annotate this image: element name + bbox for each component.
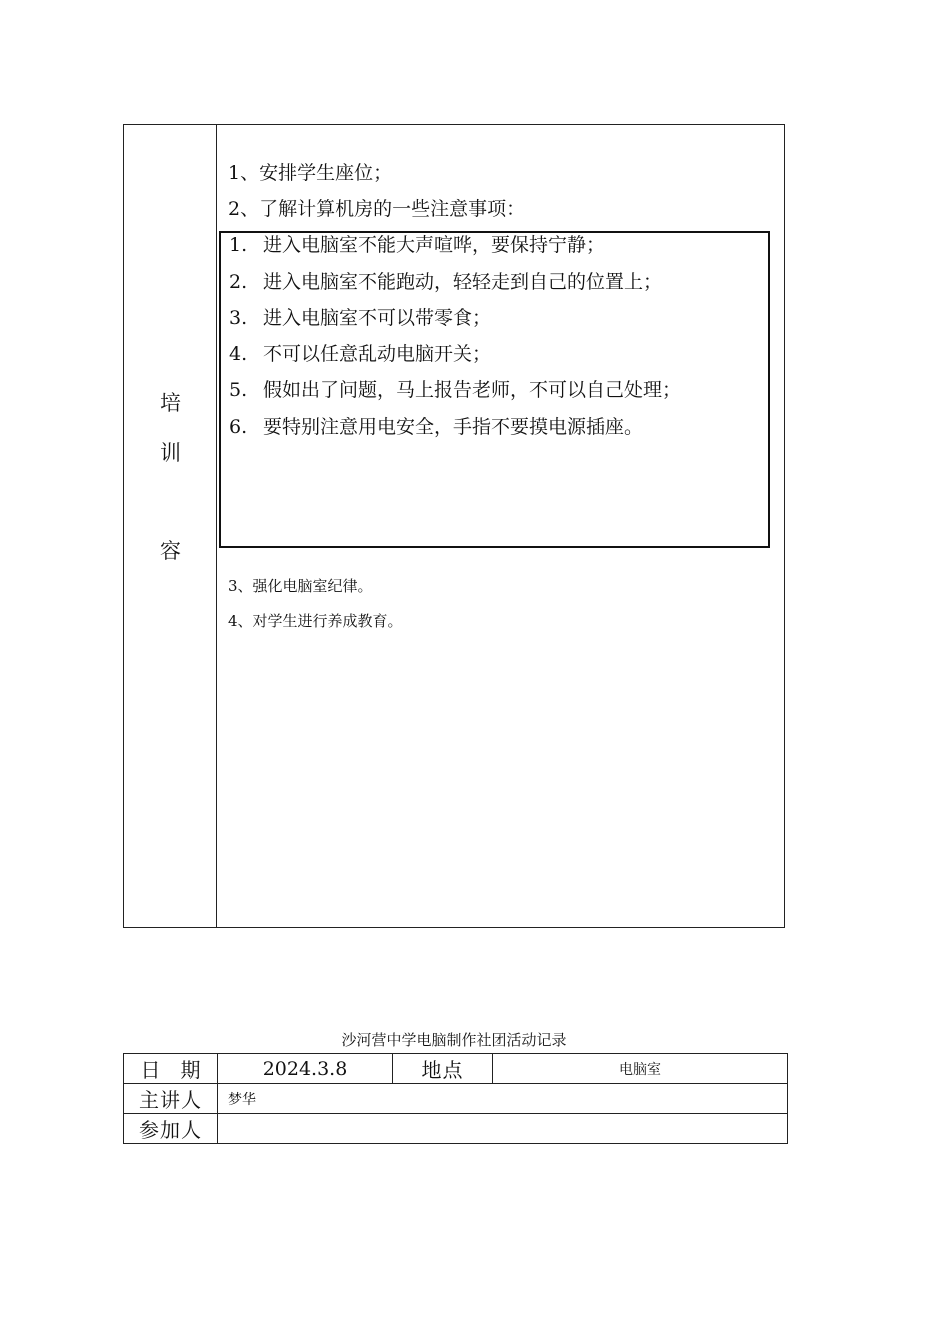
rule-number: 1. — [229, 234, 248, 256]
rule-number: 2. — [229, 271, 248, 293]
label-char-rong: 容 — [160, 539, 181, 563]
rule-number: 6. — [229, 416, 248, 438]
rule-item-4 — [229, 343, 491, 365]
rule-text: 不可以任意乱动电脑开关； — [263, 343, 492, 365]
training-label-column — [124, 125, 217, 927]
training-item-3: 3、强化电脑室纪律。 — [228, 577, 373, 595]
rule-item-3 — [229, 307, 491, 329]
rule-number: 4. — [229, 343, 248, 365]
rule-text: 进入电脑室不可以带零食； — [263, 307, 492, 329]
rule-item-6 — [229, 416, 643, 438]
place-label: 地点 — [393, 1054, 493, 1084]
participants-label: 参加人 — [124, 1114, 218, 1144]
training-item-2: 2、了解计算机房的一些注意事项： — [228, 198, 526, 220]
date-label: 日 期 — [124, 1054, 218, 1084]
label-char-pei: 培 — [160, 391, 181, 415]
training-item-1: 1、安排学生座位； — [228, 162, 393, 184]
record-title: 沙河营中学电脑制作社团活动记录 — [341, 1031, 567, 1049]
place-value: 电脑室 — [493, 1054, 788, 1084]
date-value: 2024.3.8 — [218, 1054, 393, 1084]
rule-item-1 — [229, 234, 605, 256]
activity-record-table — [123, 1053, 788, 1144]
record-row-speaker — [124, 1084, 788, 1114]
training-item-4: 4、对学生进行养成教育。 — [228, 612, 403, 630]
speaker-label: 主讲人 — [124, 1084, 218, 1114]
label-char-xun: 训 — [160, 441, 181, 465]
rule-number: 3. — [229, 307, 248, 329]
rule-text: 进入电脑室不能大声喧哗，要保持宁静； — [263, 234, 606, 256]
rule-text: 进入电脑室不能跑动，轻轻走到自己的位置上； — [263, 271, 663, 293]
record-row-date — [124, 1054, 788, 1084]
rule-number: 5. — [229, 379, 248, 401]
rule-text: 假如出了问题，马上报告老师，不可以自己处理； — [263, 379, 682, 401]
rule-item-2 — [229, 271, 662, 293]
rules-box — [219, 231, 770, 548]
record-row-participants — [124, 1114, 788, 1144]
rule-text: 要特别注意用电安全，手指不要摸电源插座。 — [263, 416, 644, 438]
training-content-column — [218, 125, 784, 927]
participants-value — [218, 1114, 788, 1144]
training-record-table — [123, 124, 785, 928]
rule-item-5 — [229, 379, 681, 401]
speaker-value: 梦华 — [218, 1084, 788, 1114]
